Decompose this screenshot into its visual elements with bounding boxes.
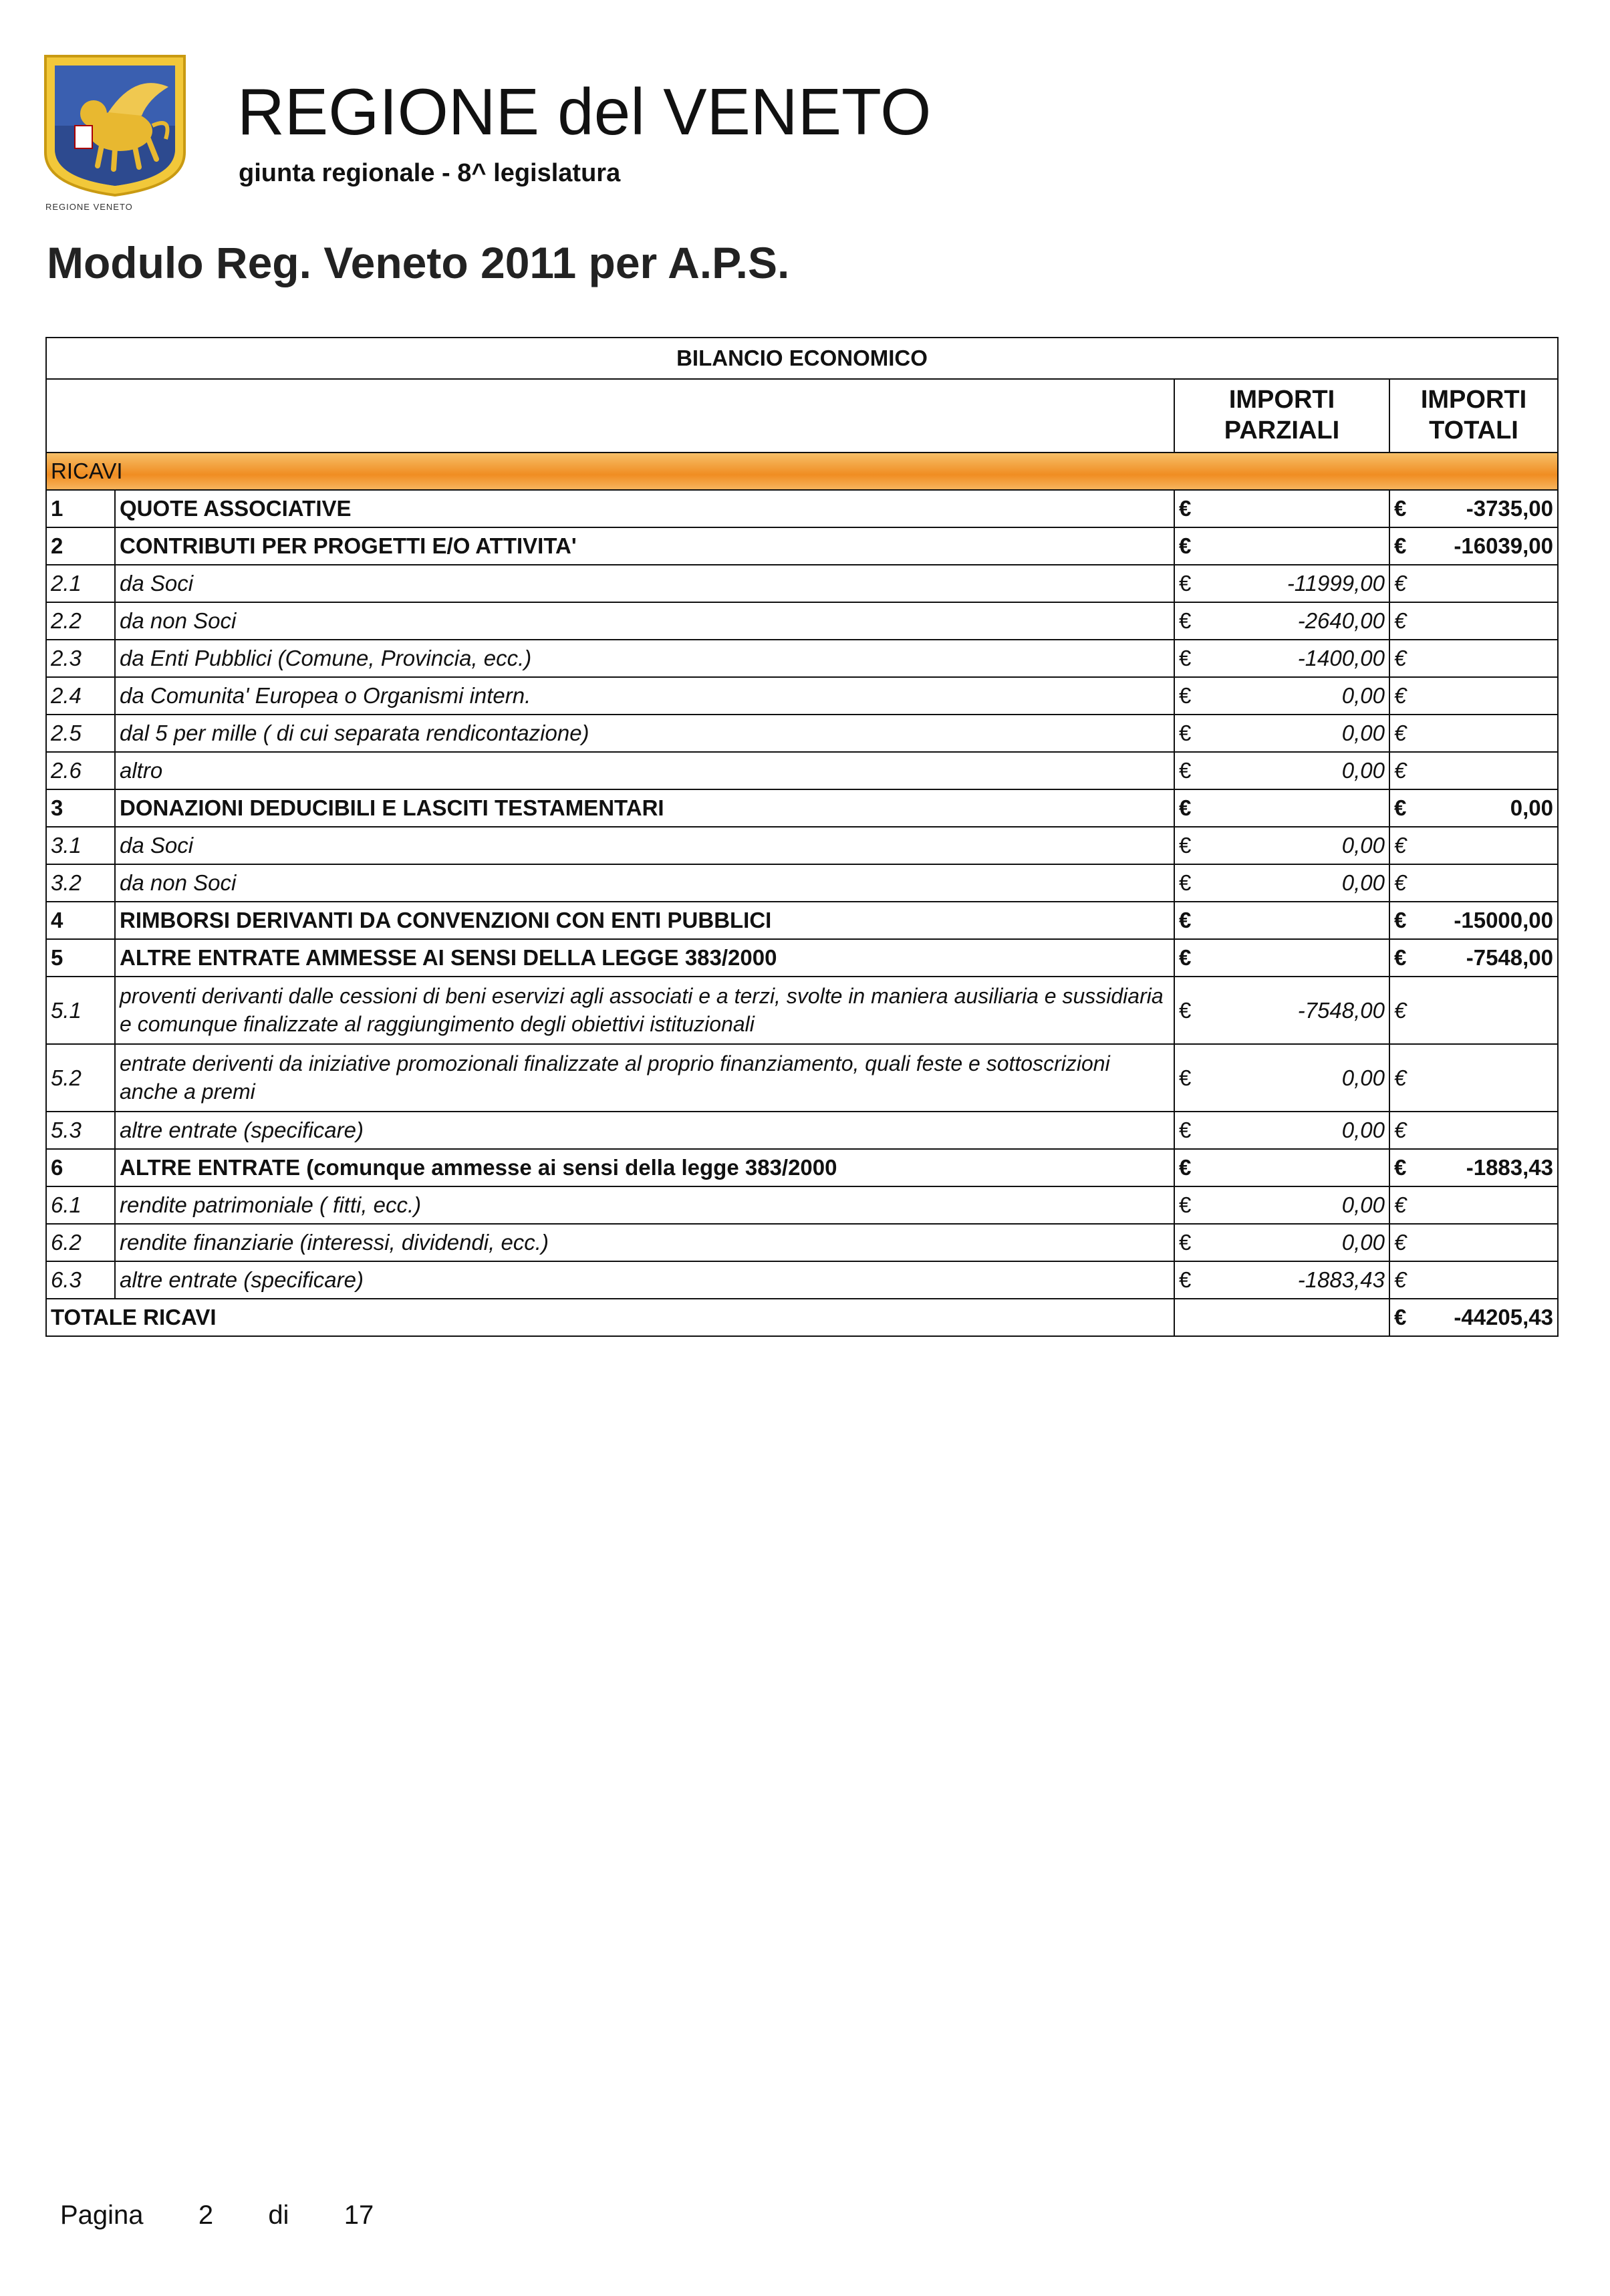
currency-symbol: € [1179, 833, 1192, 858]
total-amount [1389, 527, 1558, 565]
row-code: 6.1 [46, 1186, 115, 1224]
currency-symbol: € [1394, 908, 1407, 932]
partial-amount [1174, 827, 1389, 864]
table-caption-row [46, 338, 1558, 379]
row-description: altre entrate (specificare) [115, 1112, 1174, 1149]
partial-amount-value: 0,00 [1341, 721, 1385, 745]
row-code: 3.2 [46, 864, 115, 902]
row-description: DONAZIONI DEDUCIBILI E LASCITI TESTAMENTARI [115, 789, 1174, 827]
partial-amount [1174, 939, 1389, 977]
total-amount [1389, 715, 1558, 752]
total-amount-value: -1883,43 [1466, 1155, 1554, 1180]
total-amount [1389, 827, 1558, 864]
partial-amount [1174, 977, 1389, 1044]
page-footer [60, 2200, 374, 2230]
table-row [46, 864, 1558, 902]
table-row [46, 565, 1558, 602]
currency-symbol: € [1179, 1065, 1192, 1090]
row-description: rendite finanziarie (interessi, dividendi, ecc.) [115, 1224, 1174, 1261]
total-amount [1389, 977, 1558, 1044]
table-row [46, 527, 1558, 565]
partial-amount [1174, 527, 1389, 565]
row-description: RIMBORSI DERIVANTI DA CONVENZIONI CON ENTI PUBBLICI [115, 902, 1174, 939]
currency-symbol: € [1179, 721, 1192, 745]
currency-symbol: € [1394, 571, 1407, 596]
partial-amount-value: 0,00 [1341, 683, 1385, 708]
partial-amount [1174, 902, 1389, 939]
currency-symbol: € [1179, 908, 1192, 932]
partial-amount [1174, 1112, 1389, 1149]
row-description: rendite patrimoniale ( fitti, ecc.) [115, 1186, 1174, 1224]
partial-amount [1174, 602, 1389, 640]
currency-symbol: € [1394, 1118, 1407, 1142]
row-description: altro [115, 752, 1174, 789]
partial-amount [1174, 640, 1389, 677]
total-amount [1389, 1261, 1558, 1299]
partial-amount [1174, 565, 1389, 602]
currency-symbol: € [1179, 758, 1192, 783]
currency-symbol: € [1394, 833, 1407, 858]
row-description: QUOTE ASSOCIATIVE [115, 490, 1174, 527]
row-code: 5.1 [46, 977, 115, 1044]
row-description: da Enti Pubblici (Comune, Provincia, ecc.) [115, 640, 1174, 677]
currency-symbol: € [1394, 1192, 1407, 1217]
table-row [46, 490, 1558, 527]
row-description: da Soci [115, 565, 1174, 602]
logo-caption: REGIONE VENETO [45, 202, 133, 212]
total-amount [1389, 490, 1558, 527]
page-number: 2 [198, 2200, 214, 2230]
total-amount [1389, 864, 1558, 902]
row-description: entrate deriventi da iniziative promozionali finalizzate al proprio finanziamento, quali feste e sottoscrizioni anche a premi [115, 1044, 1174, 1112]
region-subtitle: giunta regionale - 8^ legislatura [239, 159, 621, 187]
currency-symbol: € [1394, 1065, 1407, 1090]
table-row [46, 1149, 1558, 1186]
row-code: 6 [46, 1149, 115, 1186]
page-count: 17 [344, 2200, 374, 2230]
currency-symbol: € [1394, 1230, 1407, 1255]
row-code: 4 [46, 902, 115, 939]
currency-symbol: € [1394, 608, 1407, 633]
row-description: ALTRE ENTRATE (comunque ammesse ai sensi della legge 383/2000 [115, 1149, 1174, 1186]
total-amount [1389, 677, 1558, 715]
total-amount [1389, 789, 1558, 827]
regione-veneto-logo [41, 52, 188, 199]
partial-amount-value: 0,00 [1341, 1065, 1385, 1090]
currency-symbol: € [1179, 646, 1192, 670]
partial-amount [1174, 490, 1389, 527]
row-description: da non Soci [115, 864, 1174, 902]
partial-amount [1174, 864, 1389, 902]
partial-amount-value: 0,00 [1341, 833, 1385, 858]
partial-amount-value: -7548,00 [1297, 997, 1385, 1023]
partial-amount [1174, 1261, 1389, 1299]
currency-symbol: € [1179, 870, 1192, 895]
table-row [46, 1224, 1558, 1261]
total-amount-value: -3735,00 [1466, 496, 1554, 521]
partial-amount [1174, 715, 1389, 752]
table-row [46, 715, 1558, 752]
currency-symbol: € [1179, 945, 1192, 970]
row-code: 5 [46, 939, 115, 977]
section-label: RICAVI [46, 453, 1558, 490]
partial-amount-value: -1883,43 [1297, 1267, 1385, 1292]
total-row [46, 1299, 1558, 1336]
partial-amount-value: -1400,00 [1297, 646, 1385, 670]
partial-amount-value: 0,00 [1341, 870, 1385, 895]
partial-amount [1174, 1186, 1389, 1224]
table-row [46, 640, 1558, 677]
total-amount [1389, 565, 1558, 602]
column-header-partial: IMPORTI PARZIALI [1174, 379, 1389, 453]
row-code: 5.3 [46, 1112, 115, 1149]
partial-amount [1174, 789, 1389, 827]
total-amount [1389, 1112, 1558, 1149]
table-row [46, 789, 1558, 827]
currency-symbol: € [1179, 496, 1192, 521]
row-description: CONTRIBUTI PER PROGETTI E/O ATTIVITA' [115, 527, 1174, 565]
row-description: ALTRE ENTRATE AMMESSE AI SENSI DELLA LEGGE 383/2000 [115, 939, 1174, 977]
table-row [46, 977, 1558, 1044]
total-amount [1389, 939, 1558, 977]
total-amount [1389, 1149, 1558, 1186]
partial-amount [1174, 677, 1389, 715]
row-code: 2.1 [46, 565, 115, 602]
partial-amount [1174, 752, 1389, 789]
table-header-row [46, 379, 1558, 453]
currency-symbol: € [1394, 496, 1407, 521]
column-header-total: IMPORTI TOTALI [1389, 379, 1558, 453]
row-description: dal 5 per mille ( di cui separata rendicontazione) [115, 715, 1174, 752]
total-amount [1389, 752, 1558, 789]
page-label: Pagina [60, 2200, 144, 2230]
row-description: da non Soci [115, 602, 1174, 640]
header-empty-cell [46, 379, 1174, 453]
row-code: 6.3 [46, 1261, 115, 1299]
row-description: proventi derivanti dalle cessioni di beni eservizi agli associati e a terzi, svolte in maniera ausiliaria e sussidiaria e comunque finalizzate al raggiungimento degli obiettivi istituzionali [115, 977, 1174, 1044]
grand-total [1389, 1299, 1558, 1336]
region-title: REGIONE del VENETO [237, 75, 932, 148]
row-code: 2.3 [46, 640, 115, 677]
currency-symbol: € [1179, 1192, 1192, 1217]
total-amount [1389, 1044, 1558, 1112]
table-row [46, 902, 1558, 939]
row-description: altre entrate (specificare) [115, 1261, 1174, 1299]
table-row [46, 1261, 1558, 1299]
currency-symbol: € [1394, 683, 1407, 708]
table-row [46, 1186, 1558, 1224]
currency-symbol: € [1394, 1267, 1407, 1292]
currency-symbol: € [1394, 1305, 1407, 1329]
section-row-ricavi [46, 453, 1558, 490]
currency-symbol: € [1179, 1118, 1192, 1142]
currency-symbol: € [1394, 721, 1407, 745]
currency-symbol: € [1179, 533, 1192, 558]
currency-symbol: € [1179, 997, 1192, 1023]
table-row [46, 939, 1558, 977]
partial-amount-value: 0,00 [1341, 1192, 1385, 1217]
currency-symbol: € [1394, 997, 1407, 1023]
table-caption: BILANCIO ECONOMICO [46, 338, 1558, 379]
balance-table [45, 337, 1559, 1337]
partial-amount-value: 0,00 [1341, 758, 1385, 783]
row-code: 2 [46, 527, 115, 565]
document-title: Modulo Reg. Veneto 2011 per A.P.S. [47, 238, 790, 287]
total-amount-value: -15000,00 [1454, 908, 1554, 932]
total-amount [1389, 1224, 1558, 1261]
currency-symbol: € [1179, 608, 1192, 633]
table-row [46, 752, 1558, 789]
total-amount-value: 0,00 [1510, 795, 1554, 820]
row-description: da Comunita' Europea o Organismi intern. [115, 677, 1174, 715]
currency-symbol: € [1394, 533, 1407, 558]
currency-symbol: € [1179, 1155, 1192, 1180]
grand-total-value: -44205,43 [1454, 1305, 1554, 1329]
currency-symbol: € [1179, 1267, 1192, 1292]
partial-amount-value: -2640,00 [1297, 608, 1385, 633]
total-amount-value: -7548,00 [1466, 945, 1554, 970]
table-row [46, 1044, 1558, 1112]
row-description: da Soci [115, 827, 1174, 864]
table-row [46, 827, 1558, 864]
total-amount-value: -16039,00 [1454, 533, 1554, 558]
row-code: 3 [46, 789, 115, 827]
currency-symbol: € [1394, 758, 1407, 783]
total-amount [1389, 902, 1558, 939]
currency-symbol: € [1394, 1155, 1407, 1180]
row-code: 2.4 [46, 677, 115, 715]
currency-symbol: € [1179, 795, 1192, 820]
row-code: 2.5 [46, 715, 115, 752]
currency-symbol: € [1179, 571, 1192, 596]
partial-amount-value: -11999,00 [1287, 571, 1385, 596]
partial-amount [1174, 1224, 1389, 1261]
total-amount [1389, 602, 1558, 640]
total-amount [1389, 640, 1558, 677]
row-code: 6.2 [46, 1224, 115, 1261]
partial-amount-value: 0,00 [1341, 1118, 1385, 1142]
page-of-label: di [268, 2200, 289, 2230]
table-row [46, 602, 1558, 640]
partial-amount [1174, 1044, 1389, 1112]
currency-symbol: € [1394, 945, 1407, 970]
partial-amount [1174, 1149, 1389, 1186]
currency-symbol: € [1394, 870, 1407, 895]
total-amount [1389, 1186, 1558, 1224]
currency-symbol: € [1179, 1230, 1192, 1255]
currency-symbol: € [1179, 683, 1192, 708]
row-code: 2.2 [46, 602, 115, 640]
total-partial-empty [1174, 1299, 1389, 1336]
row-code: 5.2 [46, 1044, 115, 1112]
row-code: 1 [46, 490, 115, 527]
partial-amount-value: 0,00 [1341, 1230, 1385, 1255]
row-code: 2.6 [46, 752, 115, 789]
table-row [46, 1112, 1558, 1149]
total-label: TOTALE RICAVI [46, 1299, 1174, 1336]
table-row [46, 677, 1558, 715]
row-code: 3.1 [46, 827, 115, 864]
currency-symbol: € [1394, 646, 1407, 670]
currency-symbol: € [1394, 795, 1407, 820]
